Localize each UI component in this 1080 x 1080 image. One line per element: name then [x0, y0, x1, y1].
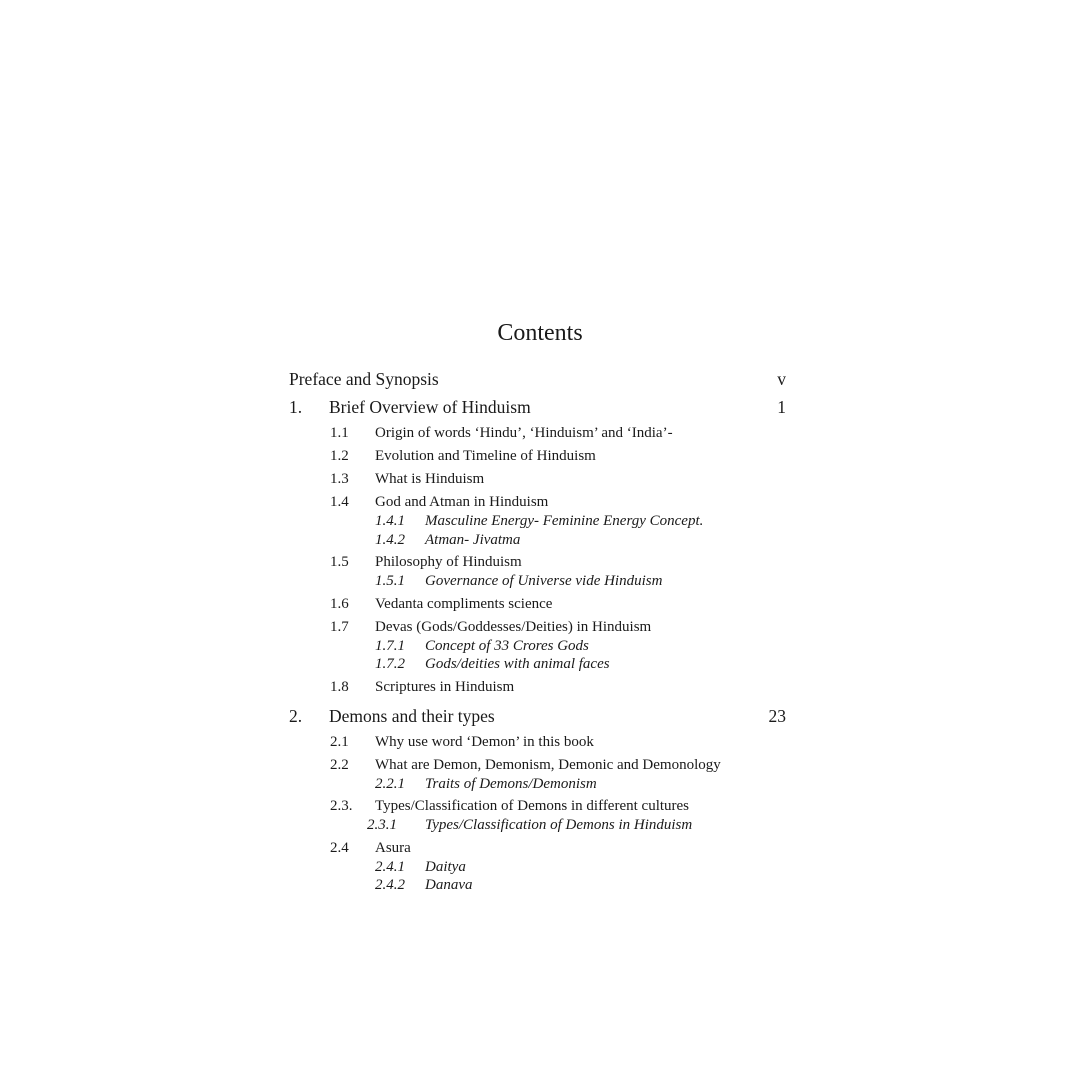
toc-section-group	[289, 470, 789, 489]
section-title: Scriptures in Hinduism	[375, 678, 515, 695]
toc-chapter-row	[289, 703, 789, 729]
section-title: Why use word ‘Demon’ in this book	[375, 733, 594, 750]
toc-section-row	[289, 595, 789, 614]
toc-section-group	[289, 553, 789, 591]
section-title: God and Atman in Hinduism	[375, 494, 549, 510]
toc-section-row	[289, 756, 789, 775]
section-title: Philosophy of Hinduism	[375, 554, 522, 570]
chapter-title: Brief Overview of Hinduism	[329, 397, 531, 417]
section-number: 1.8	[330, 678, 349, 695]
subsection-number: 2.2.1	[375, 775, 405, 792]
section-number: 1.7	[330, 618, 349, 635]
toc-section-group	[289, 493, 789, 549]
section-title: What is Hinduism	[375, 471, 485, 487]
preface-page-number: v	[777, 369, 786, 389]
subsection-title: Traits of Demons/Demonism	[425, 775, 597, 792]
subsection-title: Danava	[425, 877, 473, 893]
section-number: 2.1	[330, 733, 349, 750]
toc-entry-preface	[289, 366, 789, 392]
toc-section-row	[289, 553, 789, 572]
section-number: 1.4	[330, 494, 349, 510]
toc-chapter-row	[289, 394, 789, 420]
section-number: 2.3.	[330, 798, 353, 814]
subsection-title: Types/Classification of Demons in Hinduism	[425, 817, 693, 833]
section-title: Evolution and Timeline of Hinduism	[375, 448, 596, 464]
table-of-contents	[289, 366, 789, 895]
toc-section-row	[289, 424, 789, 443]
subsection-number: 1.5.1	[375, 573, 405, 589]
toc-section-row	[289, 447, 789, 466]
toc-subsection-row	[289, 637, 789, 656]
toc-section-group	[289, 678, 789, 697]
section-title: Vedanta compliments science	[375, 595, 553, 612]
section-title: Devas (Gods/Goddesses/Deities) in Hinduism	[375, 618, 652, 635]
subsection-title: Masculine Energy- Feminine Energy Concept.	[425, 513, 704, 529]
subsection-number: 1.4.1	[375, 513, 405, 529]
toc-section-row	[289, 493, 789, 512]
chapter-list	[289, 394, 789, 895]
toc-section-group	[289, 797, 789, 835]
toc-section-group	[289, 447, 789, 466]
subsection-title: Atman- Jivatma	[425, 531, 521, 548]
toc-subsection-row	[289, 531, 789, 550]
chapter-number: 2.	[289, 705, 303, 726]
chapter-title: Demons and their types	[329, 705, 495, 726]
toc-section-row	[289, 618, 789, 637]
section-number: 2.4	[330, 839, 349, 856]
toc-section-row	[289, 678, 789, 697]
subsection-title: Gods/deities with animal faces	[425, 656, 610, 672]
toc-section-group	[289, 756, 789, 794]
toc-section-row	[289, 797, 789, 816]
section-title: What are Demon, Demonism, Demonic and Demonology	[375, 756, 721, 773]
subsection-number: 1.7.1	[375, 637, 405, 654]
section-number: 1.3	[330, 471, 349, 487]
chapter-page-number: 23	[768, 705, 786, 726]
subsection-number: 2.4.2	[375, 877, 405, 893]
section-title: Origin of words ‘Hindu’, ‘Hinduism’ and ‘India’-	[375, 425, 673, 441]
toc-section-group	[289, 839, 789, 895]
toc-section-group	[289, 424, 789, 443]
subsection-number: 2.4.1	[375, 858, 405, 875]
toc-subsection-row	[289, 858, 789, 877]
toc-subsection-row	[289, 876, 789, 895]
toc-section-group	[289, 618, 789, 674]
toc-subsection-row	[289, 816, 789, 835]
section-number: 1.2	[330, 448, 349, 464]
toc-section-row	[289, 733, 789, 752]
preface-title: Preface and Synopsis	[289, 369, 439, 389]
chapter-number: 1.	[289, 397, 303, 417]
subsection-title: Daitya	[425, 858, 466, 875]
subsection-number: 2.3.1	[367, 817, 397, 833]
subsection-title: Governance of Universe vide Hinduism	[425, 573, 663, 589]
section-number: 1.5	[330, 554, 349, 570]
subsection-number: 1.7.2	[375, 656, 405, 672]
section-number: 2.2	[330, 756, 349, 773]
toc-subsection-row	[289, 512, 789, 531]
section-number: 1.1	[330, 425, 349, 441]
toc-section-group	[289, 733, 789, 752]
toc-subsection-row	[289, 572, 789, 591]
page-title: Contents	[497, 320, 583, 346]
toc-section-row	[289, 839, 789, 858]
toc-section-row	[289, 470, 789, 489]
section-title: Asura	[375, 839, 411, 856]
subsection-number: 1.4.2	[375, 531, 405, 548]
toc-section-group	[289, 595, 789, 614]
section-number: 1.6	[330, 595, 349, 612]
chapter-page-number: 1	[777, 397, 786, 417]
toc-subsection-row	[289, 775, 789, 794]
toc-subsection-row	[289, 655, 789, 674]
section-title: Types/Classification of Demons in different cultures	[375, 798, 690, 814]
subsection-title: Concept of 33 Crores Gods	[425, 637, 589, 654]
